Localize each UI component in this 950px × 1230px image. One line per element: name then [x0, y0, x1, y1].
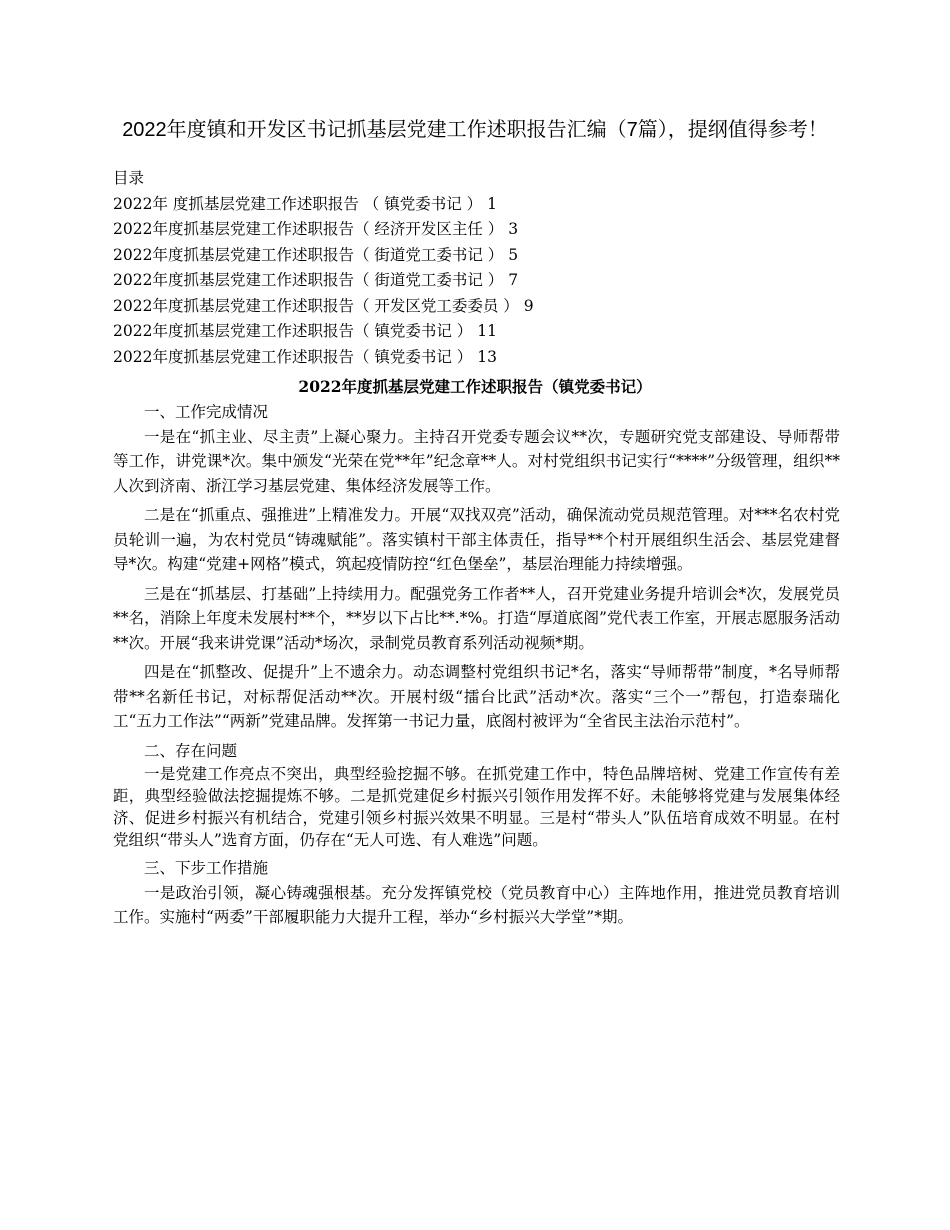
section-heading-work-completion: 一、工作完成情况: [144, 403, 269, 421]
paragraph: 一是在“抓主业、尽主责”上凝心聚力。主持召开党委专题会议**次，专题研究党支部建设、导师帮带等工作，讲党课*次。集中颁发“光荣在党**年”纪念章**人。对村党组织书记实行“****”分级管理，组织**人次到济南、浙江学习基层党建、集体经济发展等工作。: [113, 427, 840, 495]
paragraph: 三是在“抓基层、打基础”上持续用力。配强党务工作者**人，召开党建业务提升培训会*次，发展党员**名，消除上年度未发展村**个，**岁以下占比**.*%。打造“厚道底阁”党代表工作室，开展志愿服务活动**次。开展“我来讲党课”活动*场次，录制党员教育系列活动视频*期。: [113, 584, 840, 652]
paragraph: 二是在“抓重点、强推进”上精准发力。开展“双找双亮”活动，确保流动党员规范管理。对***名农村党员轮训一遍，为农村党员“铸魂赋能”。落实镇村干部主体责任，指导**个村开展组织生活会、基层党建督导*次。构建“党建+网格”模式，筑起疫情防控“红色堡垒”，基层治理能力持续增强。: [113, 506, 840, 573]
paragraph: 一是政治引领，凝心铸魂强根基。充分发挥镇党校（党员教育中心）主阵地作用，推进党员教育培训工作。实施村“两委”干部履职能力大提升工程，举办“乡村振兴大学堂”*期。: [113, 883, 840, 926]
table-of-contents: [113, 166, 843, 370]
section-heading-next-steps: 三、下步工作措施: [144, 859, 269, 877]
toc-item: 2022年度抓基层党建工作述职报告（ 街道党工委书记 ） 7: [113, 271, 519, 289]
toc-item: 2022年度抓基层党建工作述职报告（ 街道党工委书记 ） 5: [113, 245, 519, 264]
toc-item: 2022年 度抓基层党建工作述职报告 （ 镇党委书记 ） 1: [113, 194, 497, 213]
paragraph: 一是党建工作亮点不突出，典型经验挖掘不够。在抓党建工作中，特色品牌培树、党建工作宣传有差距，典型经验做法挖掘提炼不够。二是抓党建促乡村振兴引领作用发挥不好。未能够将党建与发展集体经济、促进乡村振兴有机结合，党建引领乡村振兴效果不明显。三是村“带头人”队伍培育成效不明显。在村党组织“带头人”选育方面，仍存在“无人可选、有人难选”问题。: [113, 765, 840, 849]
paragraph: 四是在“抓整改、促提升”上不遗余力。动态调整村党组织书记*名，落实“导师帮带”制度，*名导师帮带**名新任书记，对标帮促活动**次。开展村级“擂台比武”活动*次。落实“三个一”帮包，打造泰瑞化工“五力工作法”“两新”党建品牌。发挥第一书记力量，底阁村被评为“全省民主法治示范村”。: [113, 663, 840, 730]
report-body: [113, 400, 840, 935]
section-title: 2022年度抓基层党建工作述职报告（镇党委书记）: [298, 377, 652, 396]
toc-item: 2022年度抓基层党建工作述职报告（ 经济开发区主任 ） 3: [113, 220, 519, 238]
section-heading-problems: 二、存在问题: [144, 741, 238, 760]
toc-item: 2022年度抓基层党建工作述职报告（ 开发区党工委委员 ） 9: [113, 296, 534, 315]
toc-heading: 目录: [113, 169, 145, 187]
toc-item: 2022年度抓基层党建工作述职报告（ 镇党委书记 ） 11: [113, 322, 497, 340]
toc-item: 2022年度抓基层党建工作述职报告（ 镇党委书记 ） 13: [113, 347, 497, 366]
document-title: 2022年度镇和开发区书记抓基层党建工作述职报告汇编（7篇），提纲值得参考！: [122, 119, 828, 141]
